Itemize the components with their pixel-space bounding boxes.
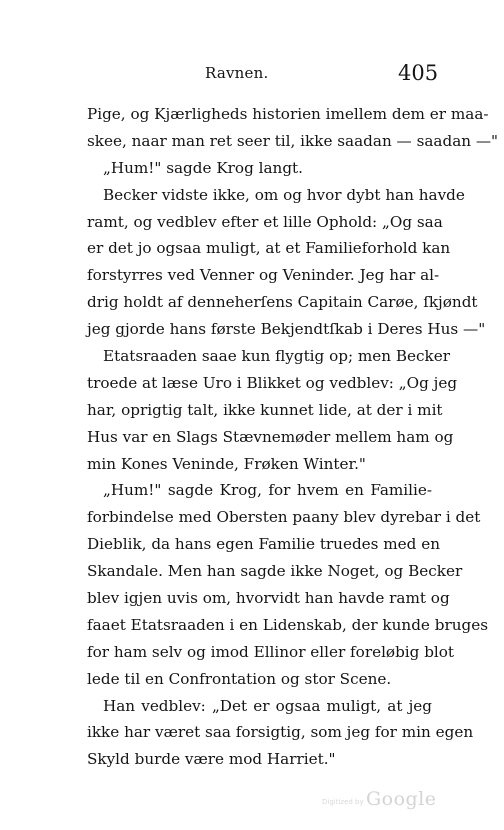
text-line: Hus var en Slags Stævnemøder mellem ham og: [87, 427, 454, 446]
watermark-prefix: Digitized by: [322, 798, 364, 806]
text-line: faaet Etatsraaden i en Lidenskab, der kunde bruges: [87, 615, 488, 634]
text-line: har, oprigtig talt, ikke kunnet lide, at der i mit: [87, 400, 443, 419]
text-line: Becker vidste ikke, om og hvor dybt han havde: [103, 185, 465, 204]
text-line: skee, naar man ret seer til, ikke saadan — saadan —": [87, 131, 499, 150]
text-line: blev igjen uvis om, hvorvidt han havde ramt og: [87, 589, 450, 608]
text-line: troede at læse Uro i Blikket og vedblev: „Og jeg: [87, 373, 458, 392]
text-line: er det jo ogsaa muligt, at et Familieforhold kan: [87, 239, 451, 258]
text-line: Pige, og Kjærligheds historien imellem dem er maa-: [87, 105, 489, 123]
text-line: Skyld burde være mod Harriet.": [87, 750, 336, 769]
text-line: lede til en Confrontation og stor Scene.: [87, 669, 392, 688]
text-line: for ham selv og imod Ellinor eller foreløbig blot: [87, 642, 455, 661]
text-line: „Hum!" sagde Krog, for hvem en Familie-: [103, 481, 432, 500]
text-line: ikke har været saa forsigtig, som jeg for min egen: [87, 723, 474, 742]
text-line: Dieblik, da hans egen Familie truedes med en: [87, 535, 440, 554]
text-line: forstyrres ved Venner og Veninder. Jeg har al-: [87, 266, 440, 285]
text-line: jeg gjorde hans første Bekjendtſkab i Deres Hus —": [87, 320, 486, 339]
text-line: Han vedblev: „Det er ogsaa muligt, at jeg: [103, 696, 432, 715]
text-line: forbindelse med Obersten paany blev dyrebar i det: [87, 508, 481, 527]
text-line: Skandale. Men han sagde ikke Noget, og Becker: [87, 562, 463, 581]
watermark-logo: Google: [366, 788, 437, 810]
text-line: min Kones Veninde, Frøken Winter.": [87, 454, 366, 473]
text-line: Etatsraaden saae kun flygtig op; men Becker: [103, 347, 450, 366]
page-number: 405: [398, 61, 439, 85]
digitization-watermark: [322, 788, 437, 812]
running-title: Ravnen.: [205, 64, 269, 82]
text-line: „Hum!" sagde Krog langt.: [103, 158, 303, 177]
body-text: [87, 101, 499, 773]
text-line: drig holdt af denneherſens Capitain Carøe, ſkjøndt: [87, 293, 478, 312]
text-line: ramt, og vedblev efter et lille Ophold: „Og saa: [87, 212, 443, 231]
running-head: [0, 61, 504, 91]
